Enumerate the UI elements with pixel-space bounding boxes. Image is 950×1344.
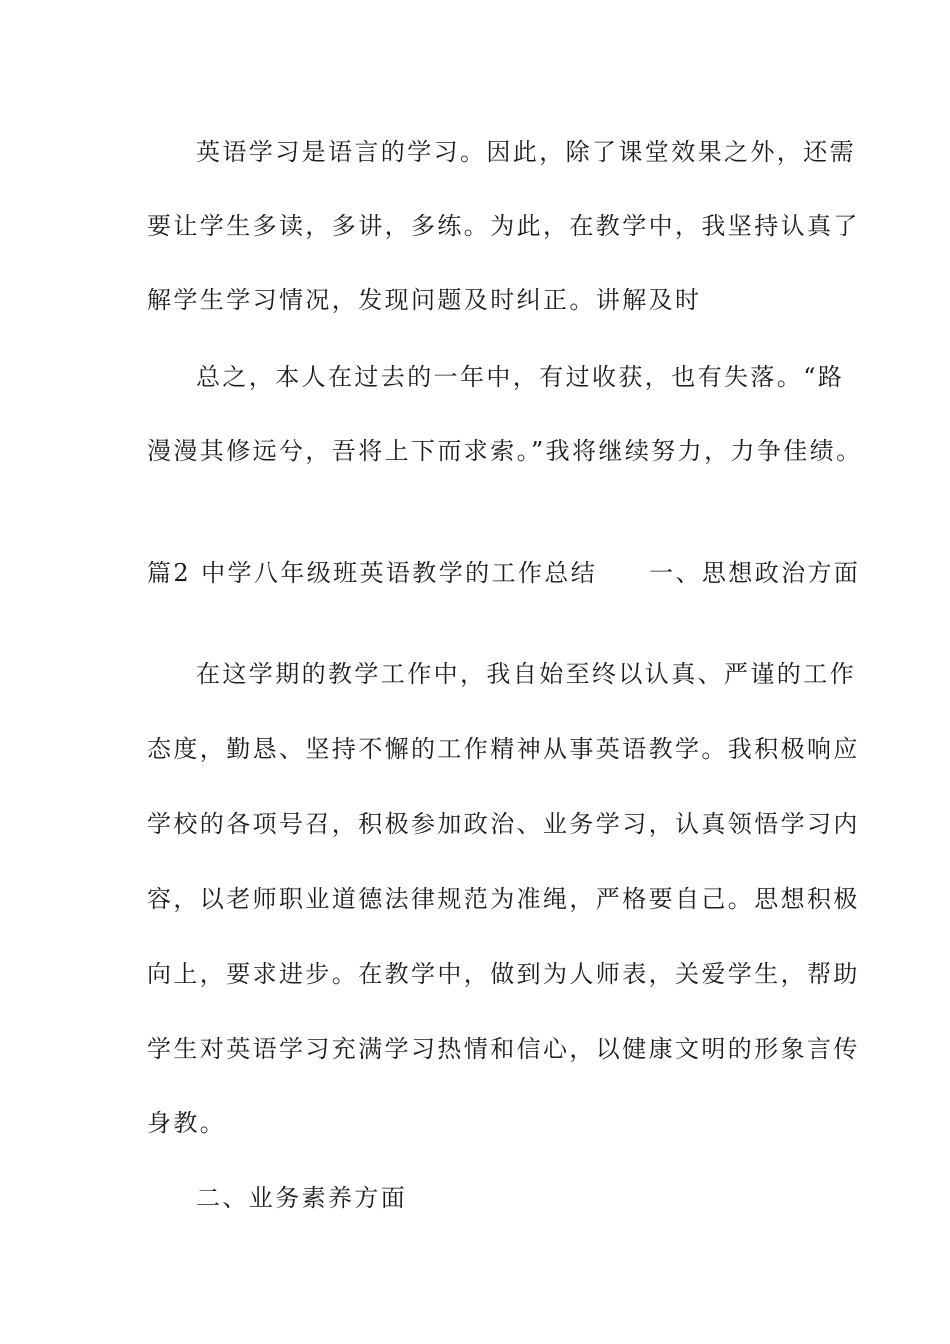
paragraph-line: 容，以老师职业道德法律规范为准绳，严格要自己。思想积极 — [147, 885, 860, 913]
paragraph-line: 漫漫其修远兮，吾将上下而求索。”我将继续努力，力争佳绩。 — [147, 437, 863, 465]
section-title: 篇2 中学八年级班英语教学的工作总结 — [147, 559, 598, 587]
subsection-heading: 二、业务素养方面 — [196, 1184, 408, 1212]
paragraph-line: 向上，要求进步。在教学中，做到为人师表，关爱学生，帮助 — [147, 960, 860, 988]
paragraph-line: 身教。 — [147, 1109, 227, 1137]
section-heading — [147, 558, 860, 588]
paragraph-line: 学生对英语学习充满学习热情和信心，以健康文明的形象言传 — [147, 1035, 860, 1063]
paragraph-line: 总之，本人在过去的一年中，有过收获，也有失落。“路 — [196, 363, 845, 391]
paragraph-line: 解学生学习情况，发现问题及时纠正。讲解及时 — [147, 286, 702, 314]
paragraph-line: 态度，勤恳、坚持不懈的工作精神从事英语教学。我积极响应 — [147, 735, 860, 763]
paragraph-line: 在这学期的教学工作中，我自始至终以认真、严谨的工作 — [196, 660, 856, 688]
paragraph-line: 英语学习是语言的学习。因此，除了课堂效果之外，还需 — [196, 138, 856, 166]
subsection-title: 一、思想政治方面 — [649, 559, 861, 587]
paragraph-line: 要让学生多读，多讲，多练。为此，在教学中，我坚持认真了 — [147, 212, 860, 240]
paragraph-line: 学校的各项号召，积极参加政治、业务学习，认真领悟学习内 — [147, 810, 860, 838]
